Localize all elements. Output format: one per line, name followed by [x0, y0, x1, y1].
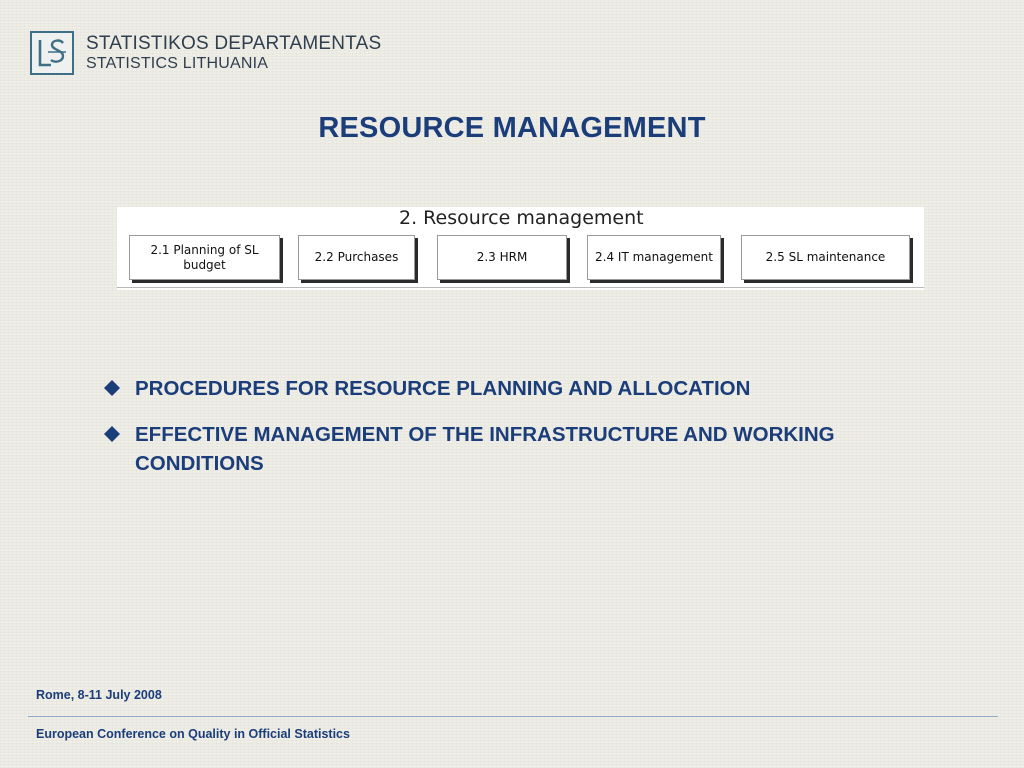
logo-title-en: STATISTICS LITHUANIA	[86, 55, 269, 72]
organization-logo	[30, 30, 381, 76]
diagram-heading: 2. Resource management	[399, 207, 644, 229]
process-box-sl-maintenance: 2.5 SL maintenance	[741, 235, 910, 280]
bullet-text: EFFECTIVE MANAGEMENT OF THE INFRASTRUCTURE AND WORKING CONDITIONS	[135, 423, 835, 475]
process-diagram	[117, 207, 924, 290]
footer-conference: European Conference on Quality in Official Statistics	[36, 727, 350, 741]
logo-text	[86, 34, 381, 72]
bullet-item	[100, 374, 900, 403]
bullet-text: PROCEDURES FOR RESOURCE PLANNING AND ALLOCATION	[135, 377, 751, 400]
ls-emblem-icon	[30, 31, 74, 75]
bullet-item	[100, 420, 900, 478]
bullet-list	[100, 374, 900, 495]
diagram-divider	[117, 287, 924, 288]
footer-date: Rome, 8-11 July 2008	[36, 688, 162, 702]
process-box-budget-planning: 2.1 Planning of SL budget	[129, 235, 280, 280]
slide-title: RESOURCE MANAGEMENT	[318, 112, 706, 144]
process-box-purchases: 2.2 Purchases	[298, 235, 415, 280]
process-box-it-management: 2.4 IT management	[587, 235, 721, 280]
logo-title-lt: STATISTIKOS DEPARTAMENTAS	[86, 33, 382, 54]
process-box-hrm: 2.3 HRM	[437, 235, 567, 280]
diamond-bullet-icon	[104, 426, 120, 442]
diamond-bullet-icon	[104, 380, 120, 396]
footer-divider	[28, 716, 998, 717]
